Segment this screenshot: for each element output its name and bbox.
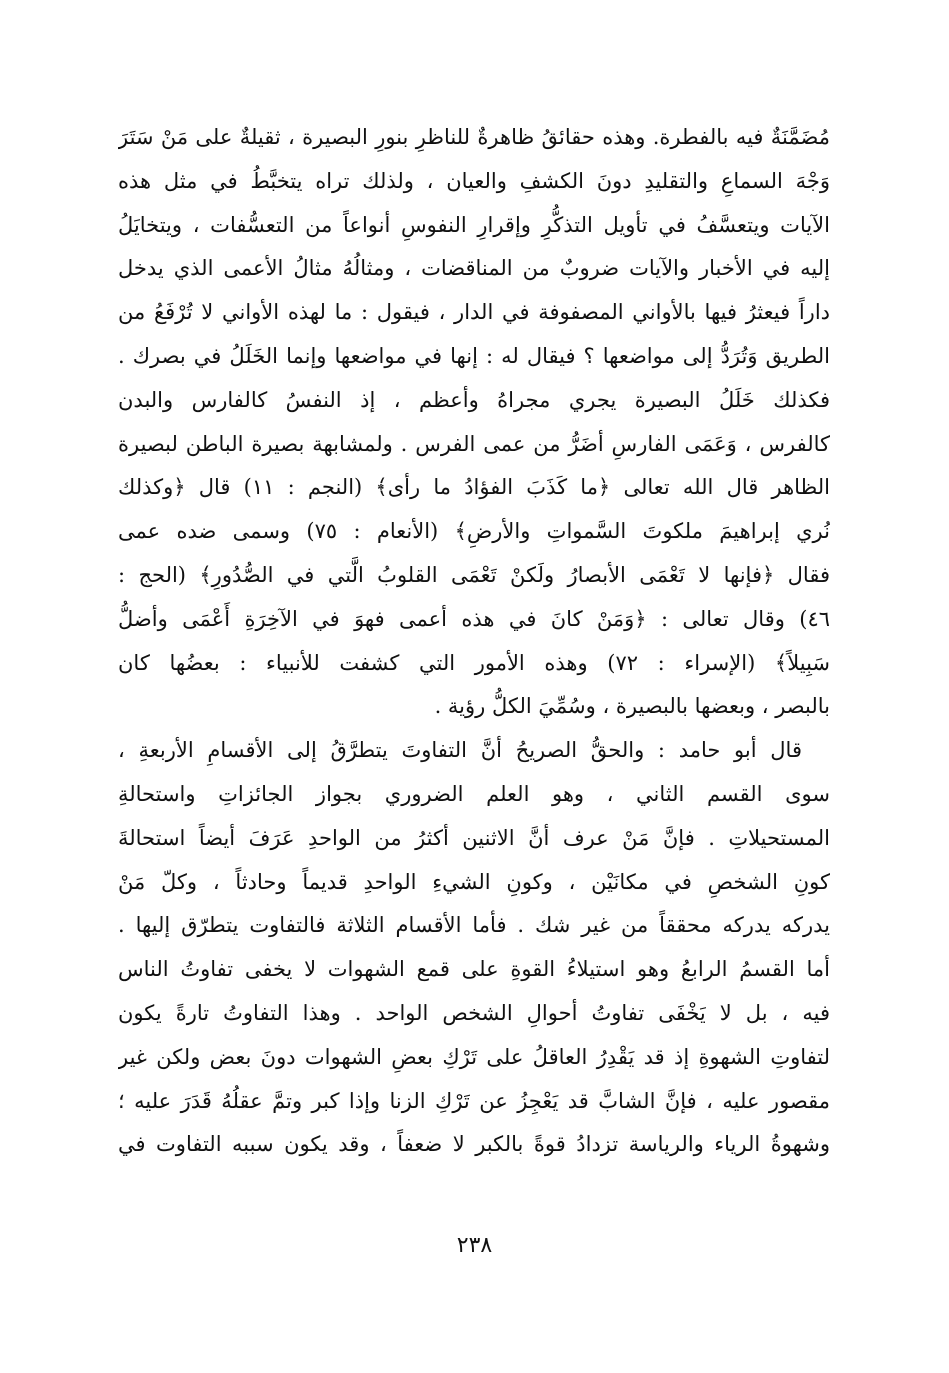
body-text (118, 116, 830, 1167)
text-line: مُضَمَّنَةٌ فيه بالفطرة. وهذه حقائقُ ظاهرةٌ للناظرِ بنورِ البصيرة ، ثقيلةٌ على مَنْ سَتَرَ (118, 125, 830, 149)
text-line: كالفرس ، وَعَمَى الفارسِ أضَرُّ من عمى الفرس . ولمشابهة بصيرة الباطن لبصيرة (118, 431, 830, 456)
text-line: بالبصر ، وبعضها بالبصيرة ، وسُمِّيَ الكلُّ رؤية . (434, 694, 830, 719)
text-line: الآيات ويتعسَّفُ في تأويل التذكُّرِ وإقرارِ النفوسِ أنواعاً من التعسُّفات ، ويتخايَلُ (118, 212, 830, 237)
text-line: مقصور عليه ، فإنَّ الشابَّ قد يَعْجِزُ عن تَرْكِ الزنا وإذا كبر وتمَّ عقلُهُ قَدَرَ عليه ؛ (118, 1088, 830, 1113)
text-line: أما القسمُ الرابعُ وهو استيلاءُ القوةِ على قمع الشهوات لا يخفى تفاوتُ الناس (118, 957, 830, 982)
text-line: فقال ﴿فإنها لا تَعْمَى الأبصارُ ولَكنْ تَعْمَى القلوبُ الَّتي في الصُّدُورِ﴾ (الحج : (118, 562, 830, 587)
text-line: المستحيلاتِ . فإنَّ مَنْ عرف أنَّ الاثنين أكثرُ من الواحدِ عَرَفَ أيضاً استحالةَ (118, 825, 830, 850)
paragraph (118, 729, 830, 1167)
text-line: قال أبو حامد : والحقُّ الصريحُ أنَّ التفاوتَ يتطرَّقُ إلى الأقسامِ الأربعةِ ، (118, 738, 802, 763)
text-line: يدركه يدركه محققاً من غير شك . فأما الأقسام الثلاثة فالتفاوت يتطرّق إليها . (118, 913, 830, 938)
text-line: الظاهر قال الله تعالى ﴿ما كَذَبَ الفؤادُ ما رأى﴾ (النجم : ١١) قال ﴿وكذلك (118, 475, 830, 500)
text-line: كونِ الشخصِ في مكانَيْن ، وكونِ الشيءِ الواحدِ قديماً وحادثاً ، وكلّ مَنْ (118, 869, 830, 894)
text-line: إليه في الأخبار والآيات ضروبٌ من المناقضات ، ومثالُهُ مثالُ الأعمى الذي يدخل (118, 256, 830, 281)
text-line: وشهوةُ الرياء والرياسة تزدادُ قوةً بالكبر لا ضعفاً ، وقد يكون سببه التفاوت في (118, 1132, 830, 1157)
text-line: فيه ، بل لا يَخْفَى تفاوتُ أحوالِ الشخص الواحد . وهذا التفاوتُ تارةً يكون (118, 1000, 830, 1025)
text-line: سوى القسم الثاني ، وهو العلم الضروري بجواز الجائزاتِ واستحالةِ (118, 781, 830, 806)
text-line: الطريق وَتُرَدُّ إلى مواضعها ؟ فيقال له : إنها في مواضعها وإنما الخَلَلُ في بصرك . (118, 343, 830, 368)
text-line: وَجْهَ السماعِ والتقليدِ دونَ الكشفِ والعيان ، ولذلك تراه يتخبَّطُ في مثل هذه (118, 168, 830, 193)
paragraph (118, 116, 830, 729)
text-line: فكذلك خَلَلُ البصيرة يجري مجراهُ وأعظم ، إذ النفسُ كالفارس والبدن (118, 387, 830, 412)
text-line: سَبِيلاً﴾ (الإسراء : ٧٢) وهذه الأمور التي كشفت للأنبياء : بعضُها كان (118, 650, 830, 675)
text-line: ٤٦) وقال تعالى : ﴿وَمَنْ كانَ في هذه أعمى فهوَ في الآخِرَةِ أَعْمَى وأضلُّ (118, 606, 830, 631)
text-line: نُري إبراهيمَ ملكوتَ السَّمواتِ والأرضِ﴾ (الأنعام : ٧٥) وسمى ضده عمى (118, 519, 830, 544)
text-line: لتفاوتِ الشهوةِ إذ قد يَقْدِرُ العاقلُ على تَرْكِ بعضِ الشهوات دونَ بعض ولكن غير (118, 1044, 830, 1069)
text-line: داراً فيعثرُ فيها بالأواني المصفوفة في الدار ، فيقول : ما لهذه الأواني لا تُرْفَعُ من (118, 300, 830, 325)
page-number: ٢٣٨ (456, 1233, 493, 1258)
